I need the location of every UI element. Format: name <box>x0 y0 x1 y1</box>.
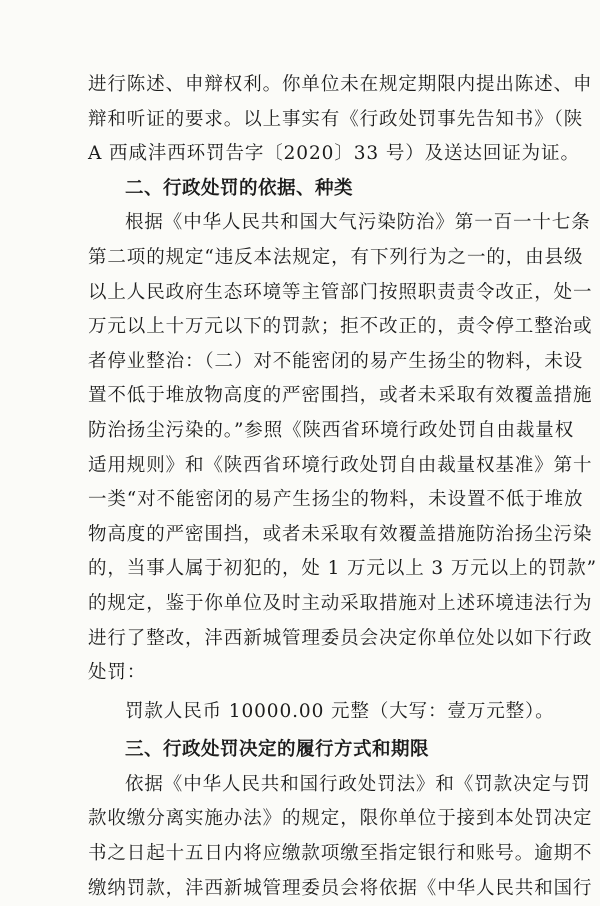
text-line: 物高度的严密围挡，或者未采取有效覆盖措施防治扬尘污染 <box>88 523 593 545</box>
text-line: 处罚： <box>88 662 147 684</box>
text-line: 根据《中华人民共和国大气污染防治》第一百一十七条 <box>125 212 591 234</box>
text-line: 罚款人民币 10000.00 元整（大写：壹万元整）。 <box>125 700 555 722</box>
text-line: 万元以上十万元以下的罚款；拒不改正的，责令停工整治或 <box>88 316 593 338</box>
text-line: 缴纳罚款，沣西新城管理委员会将依据《中华人民共和国行 <box>88 877 593 899</box>
text-line: 以上人民政府生态环境等主管部门按照职责责令改正，处一 <box>88 281 593 303</box>
text-line: 一类“对不能密闭的易产生扬尘的物料，未设置不低于堆放 <box>88 489 584 511</box>
text-line: 的规定，鉴于你单位及时主动采取措施对上述环境违法行为 <box>88 592 593 614</box>
text-line: 防治扬尘污染的。”参照《陕西省环境行政处罚自由裁量权 <box>88 419 575 441</box>
text-line: 依据《中华人民共和国行政处罚法》和《罚款决定与罚 <box>125 773 591 795</box>
text-line: 辩和听证的要求。以上事实有《行政处罚事先告知书》（陕 <box>88 108 584 130</box>
text-line: 书之日起十五日内将应缴款项缴至指定银行和账号。逾期不 <box>88 843 593 865</box>
text-line: 进行陈述、申辩权利。你单位未在规定期限内提出陈述、申 <box>88 74 593 95</box>
text-line: 置不低于堆放物高度的严密围挡，或者未采取有效覆盖措施 <box>88 385 593 407</box>
text-line: 第二项的规定“违反本法规定，有下列行为之一的，由县级 <box>88 246 584 268</box>
text-line: 款收缴分离实施办法》的规定，限你单位于接到本处罚决定 <box>88 808 593 830</box>
section-heading: 三、行政处罚决定的履行方式和期限 <box>125 739 430 761</box>
text-line: A 西咸沣西环罚告字〔2020〕33 号）及送达回证为证。 <box>88 143 580 165</box>
section-heading: 二、行政处罚的依据、种类 <box>125 177 354 199</box>
text-line: 者停业整治：（二）对不能密闭的易产生扬尘的物料，未设 <box>88 350 584 372</box>
text-line: 适用规则》和《陕西省环境行政处罚自由裁量权基准》第十 <box>88 454 593 476</box>
document-body <box>88 68 598 906</box>
text-line: 进行了整改，沣西新城管理委员会决定你单位处以如下行政 <box>88 627 593 649</box>
text-line: 的，当事人属于初犯的，处 1 万元以上 3 万元以上的罚款” <box>88 558 598 580</box>
